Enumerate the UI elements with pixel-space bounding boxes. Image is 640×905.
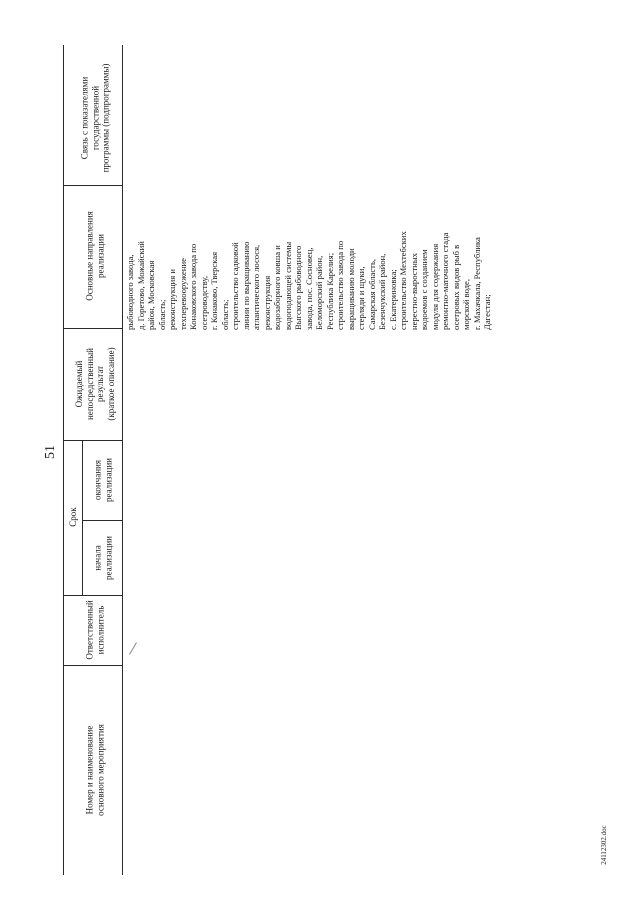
directions-line: строительство садковой xyxy=(230,242,240,330)
directions-line: нерестно-выростных xyxy=(408,253,419,330)
directions-line: Выгского рыбоводного xyxy=(293,245,303,330)
table-border-left xyxy=(63,45,64,875)
stray-mark xyxy=(129,642,137,655)
directions-line: водоподающей системы xyxy=(282,241,293,330)
header-bottom-rule xyxy=(122,45,123,875)
directions-line: район, Московская xyxy=(146,260,156,330)
col-divider-executor xyxy=(63,665,123,666)
directions-line: водоемов с созданием xyxy=(419,249,429,330)
directions-line: модуля для содержания xyxy=(429,243,440,330)
directions-line: Республика Карелия; xyxy=(324,252,335,330)
header-directions: Основные направления реализации xyxy=(84,211,105,301)
directions-line: строительство Мехтебских xyxy=(398,231,408,330)
directions-line: Беломорский район, xyxy=(314,255,324,330)
directions-cell xyxy=(125,160,493,330)
header-link: Связь с показателями государственной программы (подпрограммы) xyxy=(79,63,111,173)
directions-line: стерляди и щуки, xyxy=(356,266,366,330)
directions-line: техперевооружение xyxy=(177,258,188,330)
directions-line: г. Махачкала, Республика xyxy=(471,237,482,330)
header-term: Срок xyxy=(67,507,78,527)
directions-line: реконструкция xyxy=(261,275,272,330)
directions-line: строительство завода по xyxy=(335,240,345,330)
directions-line: область; xyxy=(156,299,167,330)
col-divider-term-mid xyxy=(82,520,123,521)
col-divider-result xyxy=(63,440,123,441)
directions-line: Дагестан; xyxy=(482,294,492,330)
col-divider-term-start xyxy=(63,595,123,596)
directions-line: с. Екатериновка; xyxy=(387,269,398,330)
directions-line: ремонтно-маточного стада xyxy=(440,232,450,330)
col-divider-directions xyxy=(63,328,123,329)
directions-line: д. Горетово, Можайский xyxy=(135,241,146,330)
directions-line: выращиванию молоди xyxy=(345,248,356,330)
directions-line: осетроводству, xyxy=(198,275,209,330)
page-number: 51 xyxy=(43,445,58,459)
directions-line: морской воде, xyxy=(461,278,471,330)
directions-line: реконструкция и xyxy=(167,269,177,330)
directions-line: Самарская область, xyxy=(366,258,377,330)
header-executor: Ответственный исполнитель xyxy=(84,600,105,660)
col-divider-term-split xyxy=(82,440,83,595)
directions-line: осетровых видов рыб в xyxy=(450,244,461,330)
directions-line: атлантического лосося, xyxy=(251,244,261,330)
directions-line: водозаборного ковша и xyxy=(272,245,282,330)
directions-line: рыбоводного завода, xyxy=(125,254,135,330)
directions-line: Безенчукский район, xyxy=(377,253,387,330)
header-term-end: окончания реализации xyxy=(92,458,113,502)
col-divider-link xyxy=(63,185,123,186)
header-measure: Номер и наименование основного мероприятия xyxy=(84,724,105,816)
directions-line: г. Конаково, Тверская xyxy=(209,251,219,330)
directions-line: область; xyxy=(219,299,230,330)
directions-line: завода, пос. Сосновец, xyxy=(303,247,314,330)
directions-line: Конаковского завода по xyxy=(188,243,198,330)
document-id: 24112302.doc xyxy=(600,825,608,865)
header-result: Ожидаемый непосредственный результат (краткое описание) xyxy=(74,347,116,421)
header-term-start: начала реализации xyxy=(92,536,113,580)
directions-line: линии по выращиванию xyxy=(240,241,251,330)
